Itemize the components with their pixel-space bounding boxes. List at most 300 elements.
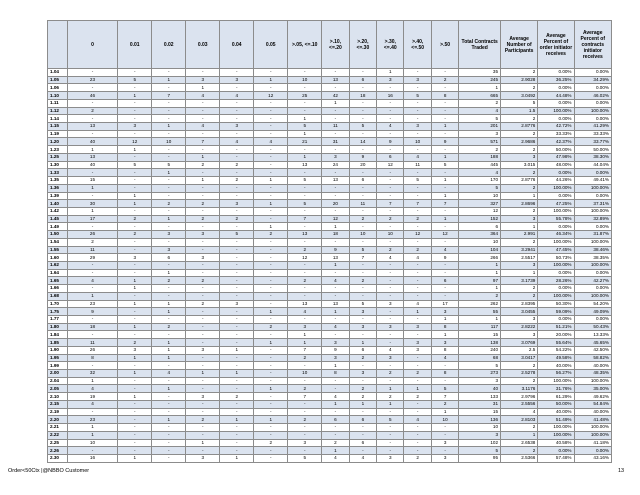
table-cell: - xyxy=(431,261,458,269)
table-cell: 6 xyxy=(322,416,349,424)
table-cell: 1 xyxy=(431,331,458,339)
table-cell: 3.1739 xyxy=(501,277,538,285)
table-cell: 2 xyxy=(501,424,538,432)
table-cell: - xyxy=(254,184,288,192)
table-cell: 3 xyxy=(459,130,501,138)
table-cell: 1 xyxy=(67,431,117,439)
table-cell: - xyxy=(288,316,322,324)
table-cell: - xyxy=(67,69,117,77)
table-cell: - xyxy=(254,362,288,370)
table-cell: 1 xyxy=(186,370,220,378)
table-cell: 1 xyxy=(152,123,186,131)
table-cell: - xyxy=(404,354,431,362)
table-cell: - xyxy=(67,269,117,277)
table-cell: 4 xyxy=(501,408,538,416)
table-cell: 3 xyxy=(186,454,220,462)
table-cell: - xyxy=(186,246,220,254)
table-cell: 13 xyxy=(67,153,117,161)
table-cell: - xyxy=(349,107,376,115)
table-cell: 3 xyxy=(186,254,220,262)
table-cell: 61.29% xyxy=(538,393,574,401)
table-cell: - xyxy=(118,269,152,277)
table-cell: 2 xyxy=(118,231,152,239)
table-cell: 1 xyxy=(459,261,501,269)
price-cell: 1.66 xyxy=(48,285,68,293)
table-row xyxy=(48,300,612,308)
table-cell: 40 xyxy=(67,138,117,146)
table-cell: - xyxy=(220,261,254,269)
table-cell: 7 xyxy=(288,215,322,223)
table-cell: 40 xyxy=(459,385,501,393)
table-cell: 3 xyxy=(459,377,501,385)
table-cell: - xyxy=(220,377,254,385)
table-cell: 2.5517 xyxy=(501,254,538,262)
table-cell: - xyxy=(288,207,322,215)
table-cell: 5 xyxy=(501,99,538,107)
table-cell: 2 xyxy=(288,277,322,285)
table-cell: 3 xyxy=(459,431,501,439)
table-cell: 57.48% xyxy=(538,454,574,462)
table-cell: 31.76% xyxy=(538,385,574,393)
table-cell: 1 xyxy=(220,346,254,354)
table-cell: 3 xyxy=(404,346,431,354)
table-cell: - xyxy=(186,130,220,138)
table-cell: - xyxy=(404,99,431,107)
table-cell: 100.00% xyxy=(538,377,574,385)
table-cell: 104 xyxy=(459,246,501,254)
table-row xyxy=(48,207,612,215)
price-cell: 1.68 xyxy=(48,292,68,300)
table-cell: - xyxy=(220,146,254,154)
table-cell: - xyxy=(118,207,152,215)
table-cell: 68 xyxy=(459,354,501,362)
table-cell: 2 xyxy=(349,277,376,285)
table-cell: - xyxy=(377,439,404,447)
table-cell: 1 xyxy=(459,316,501,324)
table-cell: 188 xyxy=(459,153,501,161)
table-cell: - xyxy=(67,84,117,92)
table-cell: - xyxy=(220,107,254,115)
table-row xyxy=(48,107,612,115)
table-cell: 266 xyxy=(459,254,501,262)
table-cell: - xyxy=(377,292,404,300)
column-header: Average Number of Participants xyxy=(501,21,538,69)
table-cell: 7 xyxy=(186,138,220,146)
table-cell: 0.00% xyxy=(538,316,574,324)
table-cell: 11 xyxy=(322,123,349,131)
price-cell: 2.26 xyxy=(48,447,68,455)
table-cell: 8 xyxy=(431,92,458,100)
table-cell: 32 xyxy=(67,370,117,378)
table-cell: 3 xyxy=(220,300,254,308)
price-cell: 2.25 xyxy=(48,439,68,447)
table-cell: 8 xyxy=(431,346,458,354)
column-header: 0.01 xyxy=(118,21,152,69)
table-cell: 3.1176 xyxy=(501,385,538,393)
table-row xyxy=(48,69,612,77)
table-row xyxy=(48,316,612,324)
table-cell: - xyxy=(254,69,288,77)
table-cell: - xyxy=(220,316,254,324)
table-cell: 100.00% xyxy=(538,184,574,192)
table-cell: - xyxy=(377,177,404,185)
table-cell: 6 xyxy=(349,439,376,447)
table-cell: - xyxy=(67,130,117,138)
table-cell: - xyxy=(152,192,186,200)
table-cell: 1 xyxy=(459,269,501,277)
table-cell: 2 xyxy=(186,161,220,169)
table-cell: 3 xyxy=(186,76,220,84)
table-cell: - xyxy=(186,385,220,393)
price-cell: 1.11 xyxy=(48,99,68,107)
table-cell: - xyxy=(220,362,254,370)
table-cell: 2 xyxy=(220,393,254,401)
price-cell: 1.54 xyxy=(48,238,68,246)
column-header: >.30, <=.40 xyxy=(377,21,404,69)
table-cell: 41.48% xyxy=(574,416,611,424)
table-cell: 5 xyxy=(404,177,431,185)
table-cell: 3 xyxy=(118,254,152,262)
table-cell: - xyxy=(186,308,220,316)
table-cell: 1 xyxy=(186,177,220,185)
table-cell: - xyxy=(67,408,117,416)
table-cell: 13 xyxy=(288,300,322,308)
table-cell: - xyxy=(186,207,220,215)
table-cell: 1 xyxy=(501,431,538,439)
table-cell: 3.0492 xyxy=(501,92,538,100)
table-cell: - xyxy=(254,354,288,362)
price-cell: 2.19 xyxy=(48,408,68,416)
table-cell: 5 xyxy=(431,385,458,393)
table-cell: - xyxy=(377,447,404,455)
table-cell: - xyxy=(377,107,404,115)
table-cell: - xyxy=(404,130,431,138)
table-cell: - xyxy=(288,84,322,92)
table-cell: - xyxy=(220,292,254,300)
table-cell: 24 xyxy=(322,161,349,169)
table-cell: 0.00% xyxy=(538,285,574,293)
table-cell: - xyxy=(404,269,431,277)
table-cell: 1 xyxy=(404,308,431,316)
table-row xyxy=(48,416,612,424)
table-cell: 0.00% xyxy=(538,269,574,277)
table-cell: 1 xyxy=(322,362,349,370)
table-cell: - xyxy=(186,269,220,277)
table-cell: 100.00% xyxy=(574,431,611,439)
price-cell: 1.30 xyxy=(48,161,68,169)
table-cell: 1 xyxy=(322,308,349,316)
table-cell: - xyxy=(431,424,458,432)
table-cell: 2 xyxy=(322,439,349,447)
table-cell: 665 xyxy=(459,92,501,100)
table-cell: 31 xyxy=(459,400,501,408)
table-cell: 50.43% xyxy=(574,323,611,331)
table-cell: 18 xyxy=(322,231,349,239)
table-cell: - xyxy=(288,261,322,269)
column-header xyxy=(48,21,68,69)
table-cell: 3 xyxy=(404,323,431,331)
table-cell: 1 xyxy=(288,130,322,138)
table-cell: 50.73% xyxy=(538,254,574,262)
price-cell: 1.06 xyxy=(48,84,68,92)
table-cell: - xyxy=(349,292,376,300)
price-cell: 1.40 xyxy=(48,200,68,208)
table-cell: 26 xyxy=(67,231,117,239)
table-cell: 7 xyxy=(377,200,404,208)
table-cell: 100.00% xyxy=(538,107,574,115)
table-cell: - xyxy=(152,223,186,231)
table-cell: 2 xyxy=(501,292,538,300)
table-cell: 42.27% xyxy=(574,277,611,285)
table-cell: 6 xyxy=(152,254,186,262)
table-cell: - xyxy=(404,362,431,370)
table-cell: - xyxy=(67,115,117,123)
column-header: >.40, <=.50 xyxy=(404,21,431,69)
table-cell: 1 xyxy=(431,408,458,416)
table-cell: - xyxy=(152,454,186,462)
table-cell: 0.00% xyxy=(574,447,611,455)
table-cell: - xyxy=(431,84,458,92)
table-cell: 1 xyxy=(220,370,254,378)
table-cell: 1 xyxy=(288,339,322,347)
table-cell: 7 xyxy=(288,346,322,354)
table-cell: 38.35% xyxy=(574,254,611,262)
table-cell: 0.00% xyxy=(574,285,611,293)
price-cell: 1.19 xyxy=(48,130,68,138)
price-cell: 1.55 xyxy=(48,246,68,254)
table-cell: 26 xyxy=(67,346,117,354)
table-cell: - xyxy=(349,115,376,123)
table-cell: 5 xyxy=(404,92,431,100)
price-cell: 1.99 xyxy=(48,362,68,370)
table-cell: - xyxy=(288,431,322,439)
table-cell: 7 xyxy=(349,254,376,262)
table-cell: 2.8103 xyxy=(501,416,538,424)
table-cell: 13 xyxy=(67,123,117,131)
table-cell: 14 xyxy=(349,138,376,146)
table-cell: - xyxy=(67,447,117,455)
price-cell: 2.04 xyxy=(48,377,68,385)
table-cell: 4 xyxy=(220,138,254,146)
table-cell: - xyxy=(254,408,288,416)
table-cell: - xyxy=(220,447,254,455)
table-cell: - xyxy=(377,431,404,439)
table-cell: 1 xyxy=(152,385,186,393)
table-cell: 36.25% xyxy=(538,76,574,84)
table-cell: - xyxy=(152,408,186,416)
table-cell: - xyxy=(152,439,186,447)
table-cell: - xyxy=(431,238,458,246)
table-cell: - xyxy=(118,408,152,416)
table-cell: 4 xyxy=(377,123,404,131)
table-row xyxy=(48,285,612,293)
table-cell: - xyxy=(186,292,220,300)
column-header: 0.02 xyxy=(152,21,186,69)
table-cell: 16 xyxy=(67,454,117,462)
table-cell: - xyxy=(431,362,458,370)
table-cell: 2 xyxy=(349,354,376,362)
table-cell: - xyxy=(254,107,288,115)
table-cell: 2 xyxy=(501,115,538,123)
table-cell: 3 xyxy=(501,261,538,269)
price-cell: 1.45 xyxy=(48,215,68,223)
table-cell: - xyxy=(118,130,152,138)
table-cell: 3 xyxy=(322,153,349,161)
table-cell: 2 xyxy=(501,238,538,246)
table-cell: 2.5556 xyxy=(501,400,538,408)
table-cell: 11 xyxy=(404,161,431,169)
table-cell: - xyxy=(322,238,349,246)
table-cell: - xyxy=(377,269,404,277)
table-cell: - xyxy=(349,192,376,200)
table-cell: 4 xyxy=(67,277,117,285)
table-cell: 2 xyxy=(459,292,501,300)
table-cell: 2 xyxy=(67,107,117,115)
table-row xyxy=(48,269,612,277)
table-cell: - xyxy=(288,424,322,432)
table-cell: - xyxy=(377,130,404,138)
table-cell: 1 xyxy=(254,416,288,424)
table-cell: 6 xyxy=(459,223,501,231)
table-cell: - xyxy=(220,84,254,92)
table-cell: 10 xyxy=(377,231,404,239)
table-row xyxy=(48,308,612,316)
table-cell: 2 xyxy=(288,416,322,424)
table-cell: 30 xyxy=(67,200,117,208)
table-cell: 2 xyxy=(501,169,538,177)
table-cell: 9 xyxy=(431,138,458,146)
price-cell: 1.90 xyxy=(48,346,68,354)
table-cell: 3.0769 xyxy=(501,339,538,347)
table-cell: 95 xyxy=(459,454,501,462)
column-header: >.05, <=.10 xyxy=(288,21,322,69)
table-cell: - xyxy=(254,370,288,378)
table-cell: 2 xyxy=(349,385,376,393)
table-cell: 2 xyxy=(254,231,288,239)
table-cell: 3 xyxy=(404,76,431,84)
table-cell: 1 xyxy=(349,400,376,408)
table-cell: 44.04% xyxy=(574,161,611,169)
table-cell: - xyxy=(431,69,458,77)
table-cell: 1 xyxy=(349,339,376,347)
table-cell: 100.00% xyxy=(538,238,574,246)
table-cell: 41.29% xyxy=(574,123,611,131)
table-cell: - xyxy=(186,447,220,455)
table-cell: - xyxy=(349,377,376,385)
table-cell: 16 xyxy=(377,92,404,100)
table-cell: - xyxy=(118,447,152,455)
table-cell: - xyxy=(254,246,288,254)
table-cell: 0.00% xyxy=(574,192,611,200)
table-cell: - xyxy=(349,424,376,432)
table-cell: 7 xyxy=(288,393,322,401)
table-cell: 3.0417 xyxy=(501,354,538,362)
price-cell: 1.80 xyxy=(48,323,68,331)
table-row xyxy=(48,130,612,138)
table-cell: - xyxy=(431,107,458,115)
table-cell: - xyxy=(254,207,288,215)
table-cell: 2 xyxy=(152,277,186,285)
table-row xyxy=(48,393,612,401)
table-cell: 7 xyxy=(431,393,458,401)
table-cell: 4 xyxy=(322,323,349,331)
table-cell: 2.9796 xyxy=(501,393,538,401)
table-cell: - xyxy=(186,238,220,246)
table-cell: - xyxy=(404,261,431,269)
table-cell: 3 xyxy=(186,346,220,354)
table-cell: 12 xyxy=(377,161,404,169)
table-cell: 2 xyxy=(377,393,404,401)
table-cell: 43.16% xyxy=(574,454,611,462)
table-cell: - xyxy=(220,439,254,447)
table-cell: 4 xyxy=(459,107,501,115)
table-cell: - xyxy=(404,292,431,300)
table-cell: - xyxy=(118,153,152,161)
table-cell: 4 xyxy=(377,346,404,354)
table-row xyxy=(48,246,612,254)
table-cell: 1 xyxy=(220,454,254,462)
table-cell: 9 xyxy=(349,153,376,161)
table-cell: - xyxy=(288,107,322,115)
table-cell: - xyxy=(404,439,431,447)
table-cell: 3 xyxy=(377,354,404,362)
table-cell: 13.33% xyxy=(574,331,611,339)
table-cell: - xyxy=(288,146,322,154)
table-cell: - xyxy=(186,169,220,177)
table-cell: 2 xyxy=(459,99,501,107)
price-cell: 1.77 xyxy=(48,316,68,324)
table-cell: 33.77% xyxy=(574,138,611,146)
table-cell: - xyxy=(254,254,288,262)
price-cell: 1.33 xyxy=(48,169,68,177)
table-cell: - xyxy=(377,207,404,215)
table-cell: - xyxy=(431,130,458,138)
table-cell: 3 xyxy=(431,339,458,347)
price-cell: 1.36 xyxy=(48,184,68,192)
table-cell: - xyxy=(288,238,322,246)
table-cell: - xyxy=(67,99,117,107)
table-cell: 4 xyxy=(431,354,458,362)
table-cell: 1 xyxy=(118,370,152,378)
table-cell: - xyxy=(118,385,152,393)
table-cell: 1 xyxy=(118,277,152,285)
table-cell: - xyxy=(186,184,220,192)
table-cell: - xyxy=(186,408,220,416)
table-cell: 23 xyxy=(67,76,117,84)
table-cell: - xyxy=(404,115,431,123)
table-cell: - xyxy=(186,354,220,362)
table-cell: 1 xyxy=(152,269,186,277)
table-cell: 46 xyxy=(67,92,117,100)
table-cell: 1 xyxy=(118,146,152,154)
table-cell: 3.015 xyxy=(501,161,538,169)
table-cell: - xyxy=(118,261,152,269)
table-cell: - xyxy=(186,424,220,432)
price-cell: 2.10 xyxy=(48,393,68,401)
table-cell: - xyxy=(377,146,404,154)
table-cell: - xyxy=(220,285,254,293)
table-cell: - xyxy=(254,454,288,462)
table-cell: 3 xyxy=(377,454,404,462)
table-row xyxy=(48,277,612,285)
table-cell: - xyxy=(322,424,349,432)
table-cell: 1 xyxy=(377,69,404,77)
table-cell: - xyxy=(377,277,404,285)
table-cell: - xyxy=(254,285,288,293)
table-row xyxy=(48,370,612,378)
table-cell: - xyxy=(152,362,186,370)
table-cell: - xyxy=(377,285,404,293)
